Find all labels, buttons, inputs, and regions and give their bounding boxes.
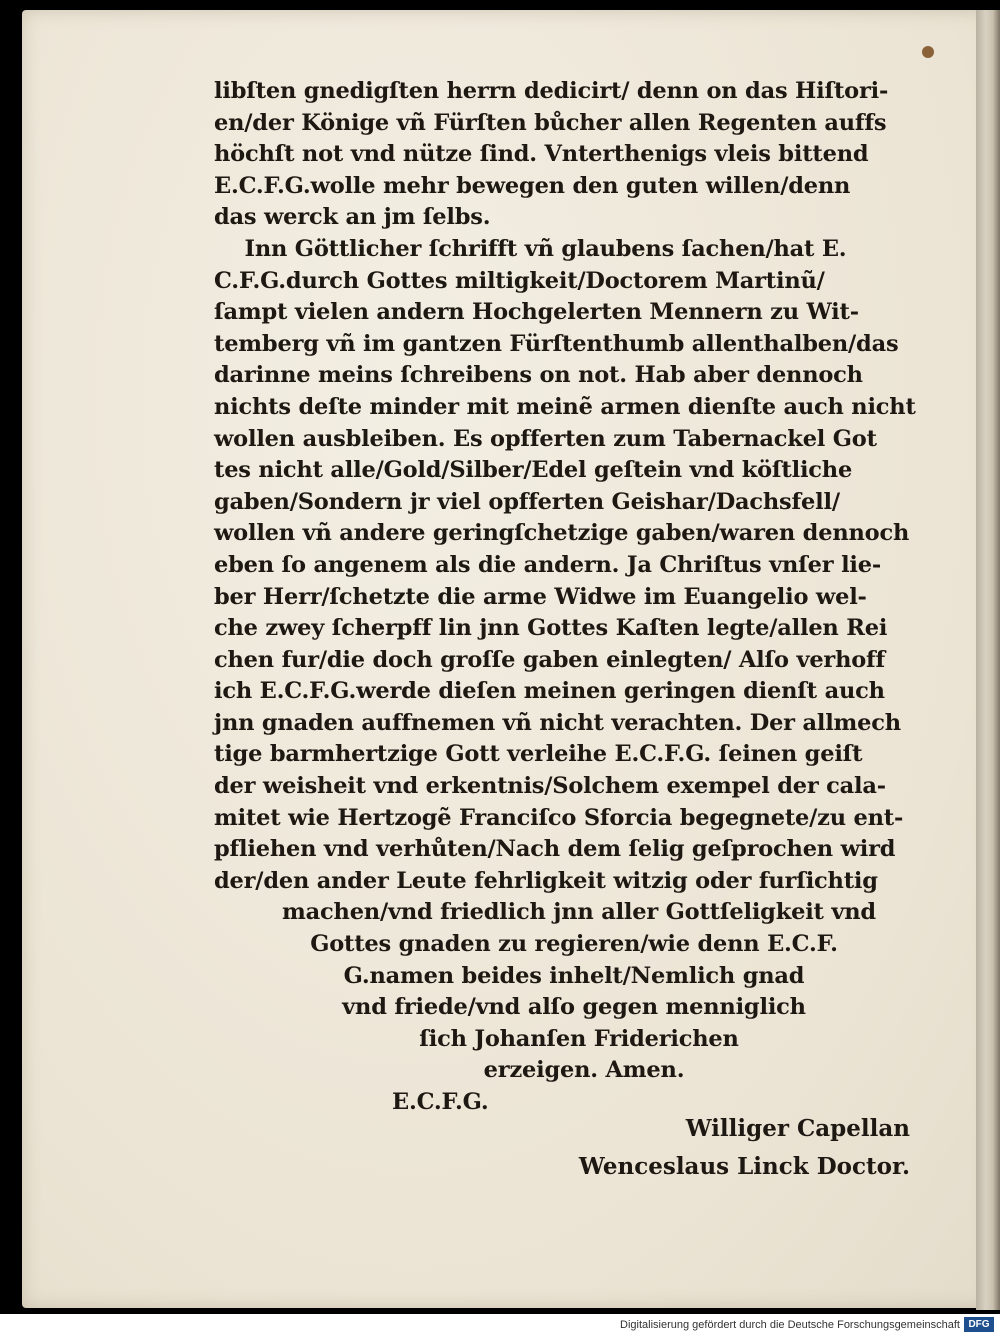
text-line: höchſt not vnd nütze ſind. Vnterthenigs vleis bittend <box>214 141 869 168</box>
ink-stain <box>922 46 934 58</box>
text-line: eben ſo angenem als die andern. Ja Chriſtus vnſer lie- <box>214 551 882 578</box>
text-line: temberg vñ im gantzen Fürſtenthumb allenthalben/das <box>214 330 899 357</box>
text-line: wollen vñ andere geringſchetzige gaben/waren dennoch <box>214 520 910 547</box>
page-edge <box>976 10 1000 1310</box>
tapered-line: Gottes gnaden zu regieren/wie denn E.C.F. <box>310 931 838 958</box>
text-line: ſampt vielen andern Hochgelerten Mennern zu Wit- <box>214 299 859 326</box>
dfg-logo-icon: DFG <box>964 1317 994 1332</box>
text-line: wollen ausbleiben. Es opfferten zum Tabernackel Got <box>214 425 877 452</box>
text-line: Inn Göttlicher ſchrifft vñ glaubens ſachen/hat E. <box>214 235 847 262</box>
text-line: libſten gnedigſten herrn dedicirt/ denn on das Hiſtori- <box>214 78 889 104</box>
signature-line-2: Wenceslaus Linck Doctor. <box>578 1153 910 1180</box>
text-line: ich E.C.F.G.werde dieſen meinen geringen dienſt auch <box>214 678 885 705</box>
text-line: darinne meins ſchreibens on not. Hab aber dennoch <box>214 362 863 389</box>
text-line: der/den ander Leute fehrligkeit witzig oder furſichtig <box>214 867 878 894</box>
tapered-line: ſich Johanſen Friderichen <box>419 1025 739 1052</box>
signature-block <box>510 1110 910 1186</box>
text-line: E.C.F.G.wolle mehr bewegen den guten willen/denn <box>214 172 851 199</box>
text-line: nichts deſte minder mit meinẽ armen dienſte auch nicht <box>214 393 916 420</box>
tapered-line: vnd friede/vnd alſo gegen menniglich <box>342 994 806 1021</box>
tapered-line: G.namen beides inhelt/Nemlich gnad <box>343 962 805 989</box>
text-line: pfliehen vnd verhůten/Nach dem ſelig geſprochen wird <box>214 836 896 863</box>
text-line: en/der Könige vñ Fürſten bůcher allen Regenten auffs <box>214 109 887 136</box>
text-line: tige barmhertzige Gott verleihe E.C.F.G. ſeinen geiſt <box>214 741 863 768</box>
text-line: gaben/Sondern jr viel opfferten Geishar/Dachsfell/ <box>214 488 840 515</box>
main-text-block <box>214 76 914 1119</box>
footer-bar <box>0 1314 1000 1338</box>
tapered-line: E.C.F.G. <box>392 1089 489 1115</box>
text-line: ber Herr/ſchetzte die arme Widwe im Euangelio wel- <box>214 583 867 610</box>
text-line: C.F.G.durch Gottes miltigkeit/Doctorem Martinũ/ <box>214 267 825 294</box>
tapered-line: machen/vnd friedlich jnn aller Gottſeligkeit vnd <box>282 899 876 926</box>
text-line: das werck an jm ſelbs. <box>214 204 491 231</box>
text-line: chen fur/die doch groſſe gaben einlegten/ Alſo verhoff <box>214 646 886 673</box>
text-line: der weisheit vnd erkentnis/Solchem exempel der cala- <box>214 773 886 800</box>
signature-line-1: Williger Capellan <box>685 1115 910 1142</box>
text-line: jnn gnaden auffnemen vñ nicht verachten. Der allmech <box>214 709 901 736</box>
footer-text: Digitalisierung gefördert durch die Deutsche Forschungsgemeinschaft <box>620 1319 960 1331</box>
text-line: tes nicht alle/Gold/Silber/Edel geſtein vnd köſtliche <box>214 457 853 484</box>
tapered-line: erzeigen. Amen. <box>483 1057 685 1084</box>
text-line: che zwey ſcherpff lin jnn Gottes Kaſten legte/allen Rei <box>214 615 888 642</box>
text-line: mitet wie Hertzogẽ Franciſco Sforcia begegnete/zu ent- <box>214 804 904 831</box>
